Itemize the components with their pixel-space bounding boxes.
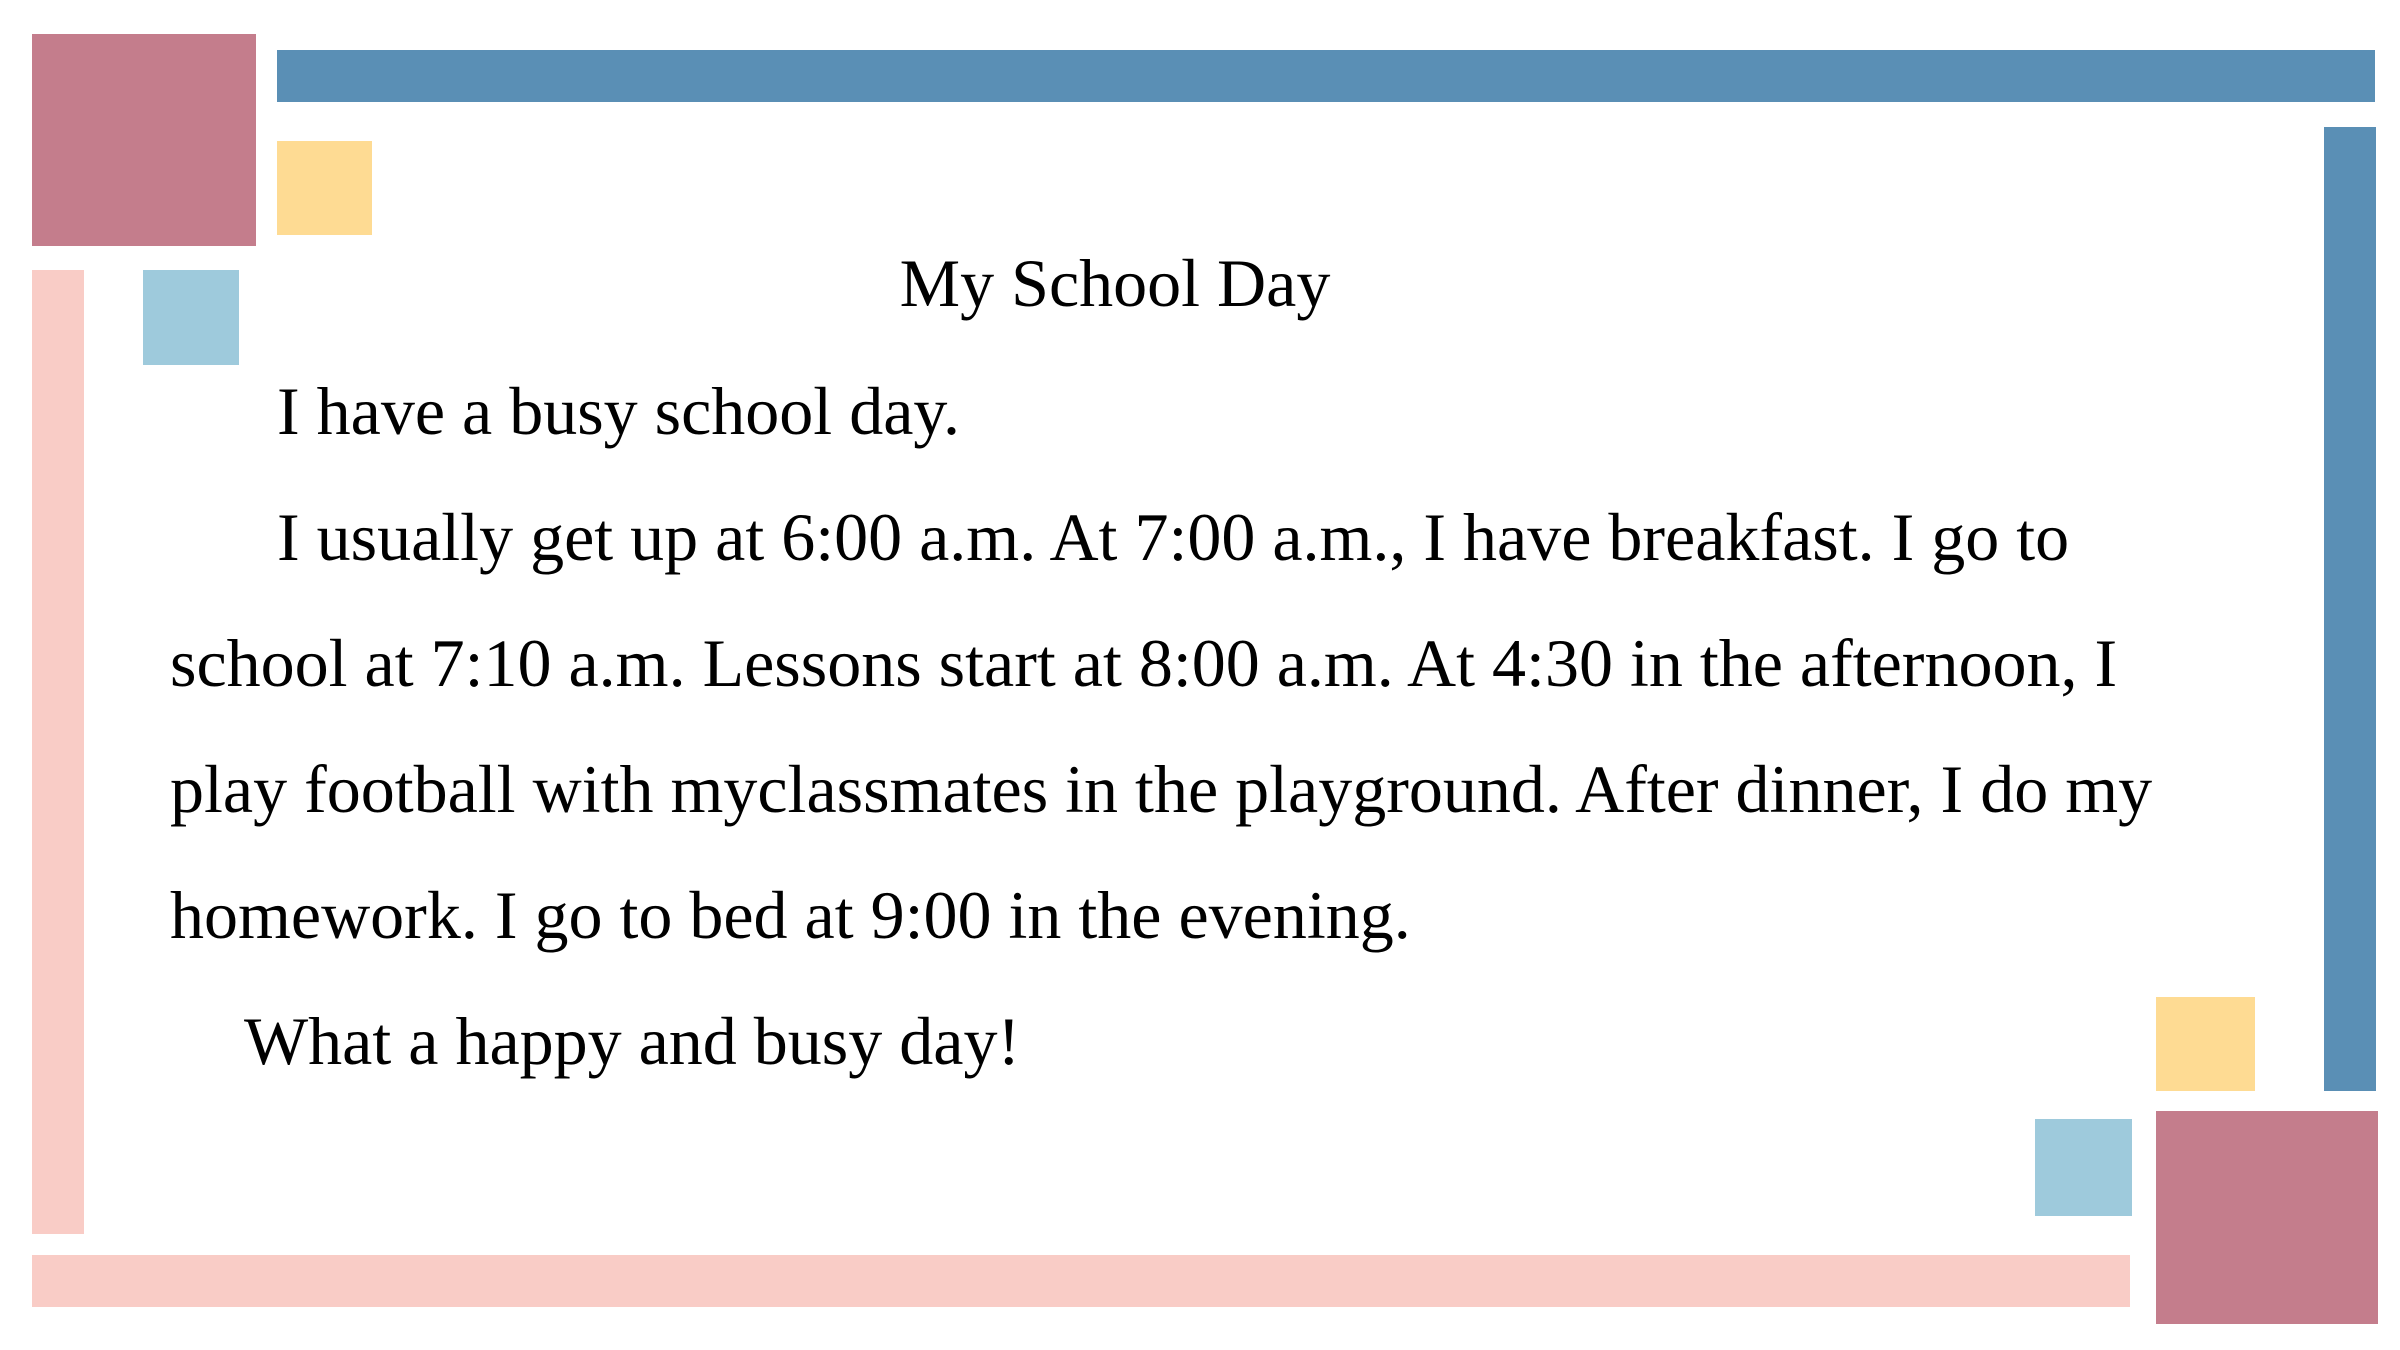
right-bar	[2324, 127, 2376, 1091]
essay-line: play football with myclassmates in the playground. After dinner, I do my	[170, 751, 2153, 827]
corner-square-top-left	[32, 34, 256, 246]
essay-closing-line: What a happy and busy day!	[244, 1003, 1021, 1079]
top-bar	[277, 50, 2375, 102]
small-square-yellow-top	[277, 141, 372, 235]
essay-line: school at 7:10 a.m. Lessons start at 8:00 a.m. At 4:30 in the afternoon, I	[170, 625, 2118, 701]
bottom-bar	[32, 1255, 2130, 1307]
essay-line: I usually get up at 6:00 a.m. At 7:00 a.m., I have breakfast. I go to	[277, 499, 2070, 575]
essay-line: homework. I go to bed at 9:00 in the evening.	[170, 877, 1411, 953]
small-square-yellow-bottom	[2156, 997, 2255, 1091]
left-bar	[32, 270, 84, 1234]
corner-square-bottom-right	[2156, 1111, 2378, 1324]
essay-title: My School Day	[899, 245, 1331, 321]
essay-line: I have a busy school day.	[277, 373, 960, 449]
small-square-blue-bottom	[2035, 1119, 2132, 1216]
